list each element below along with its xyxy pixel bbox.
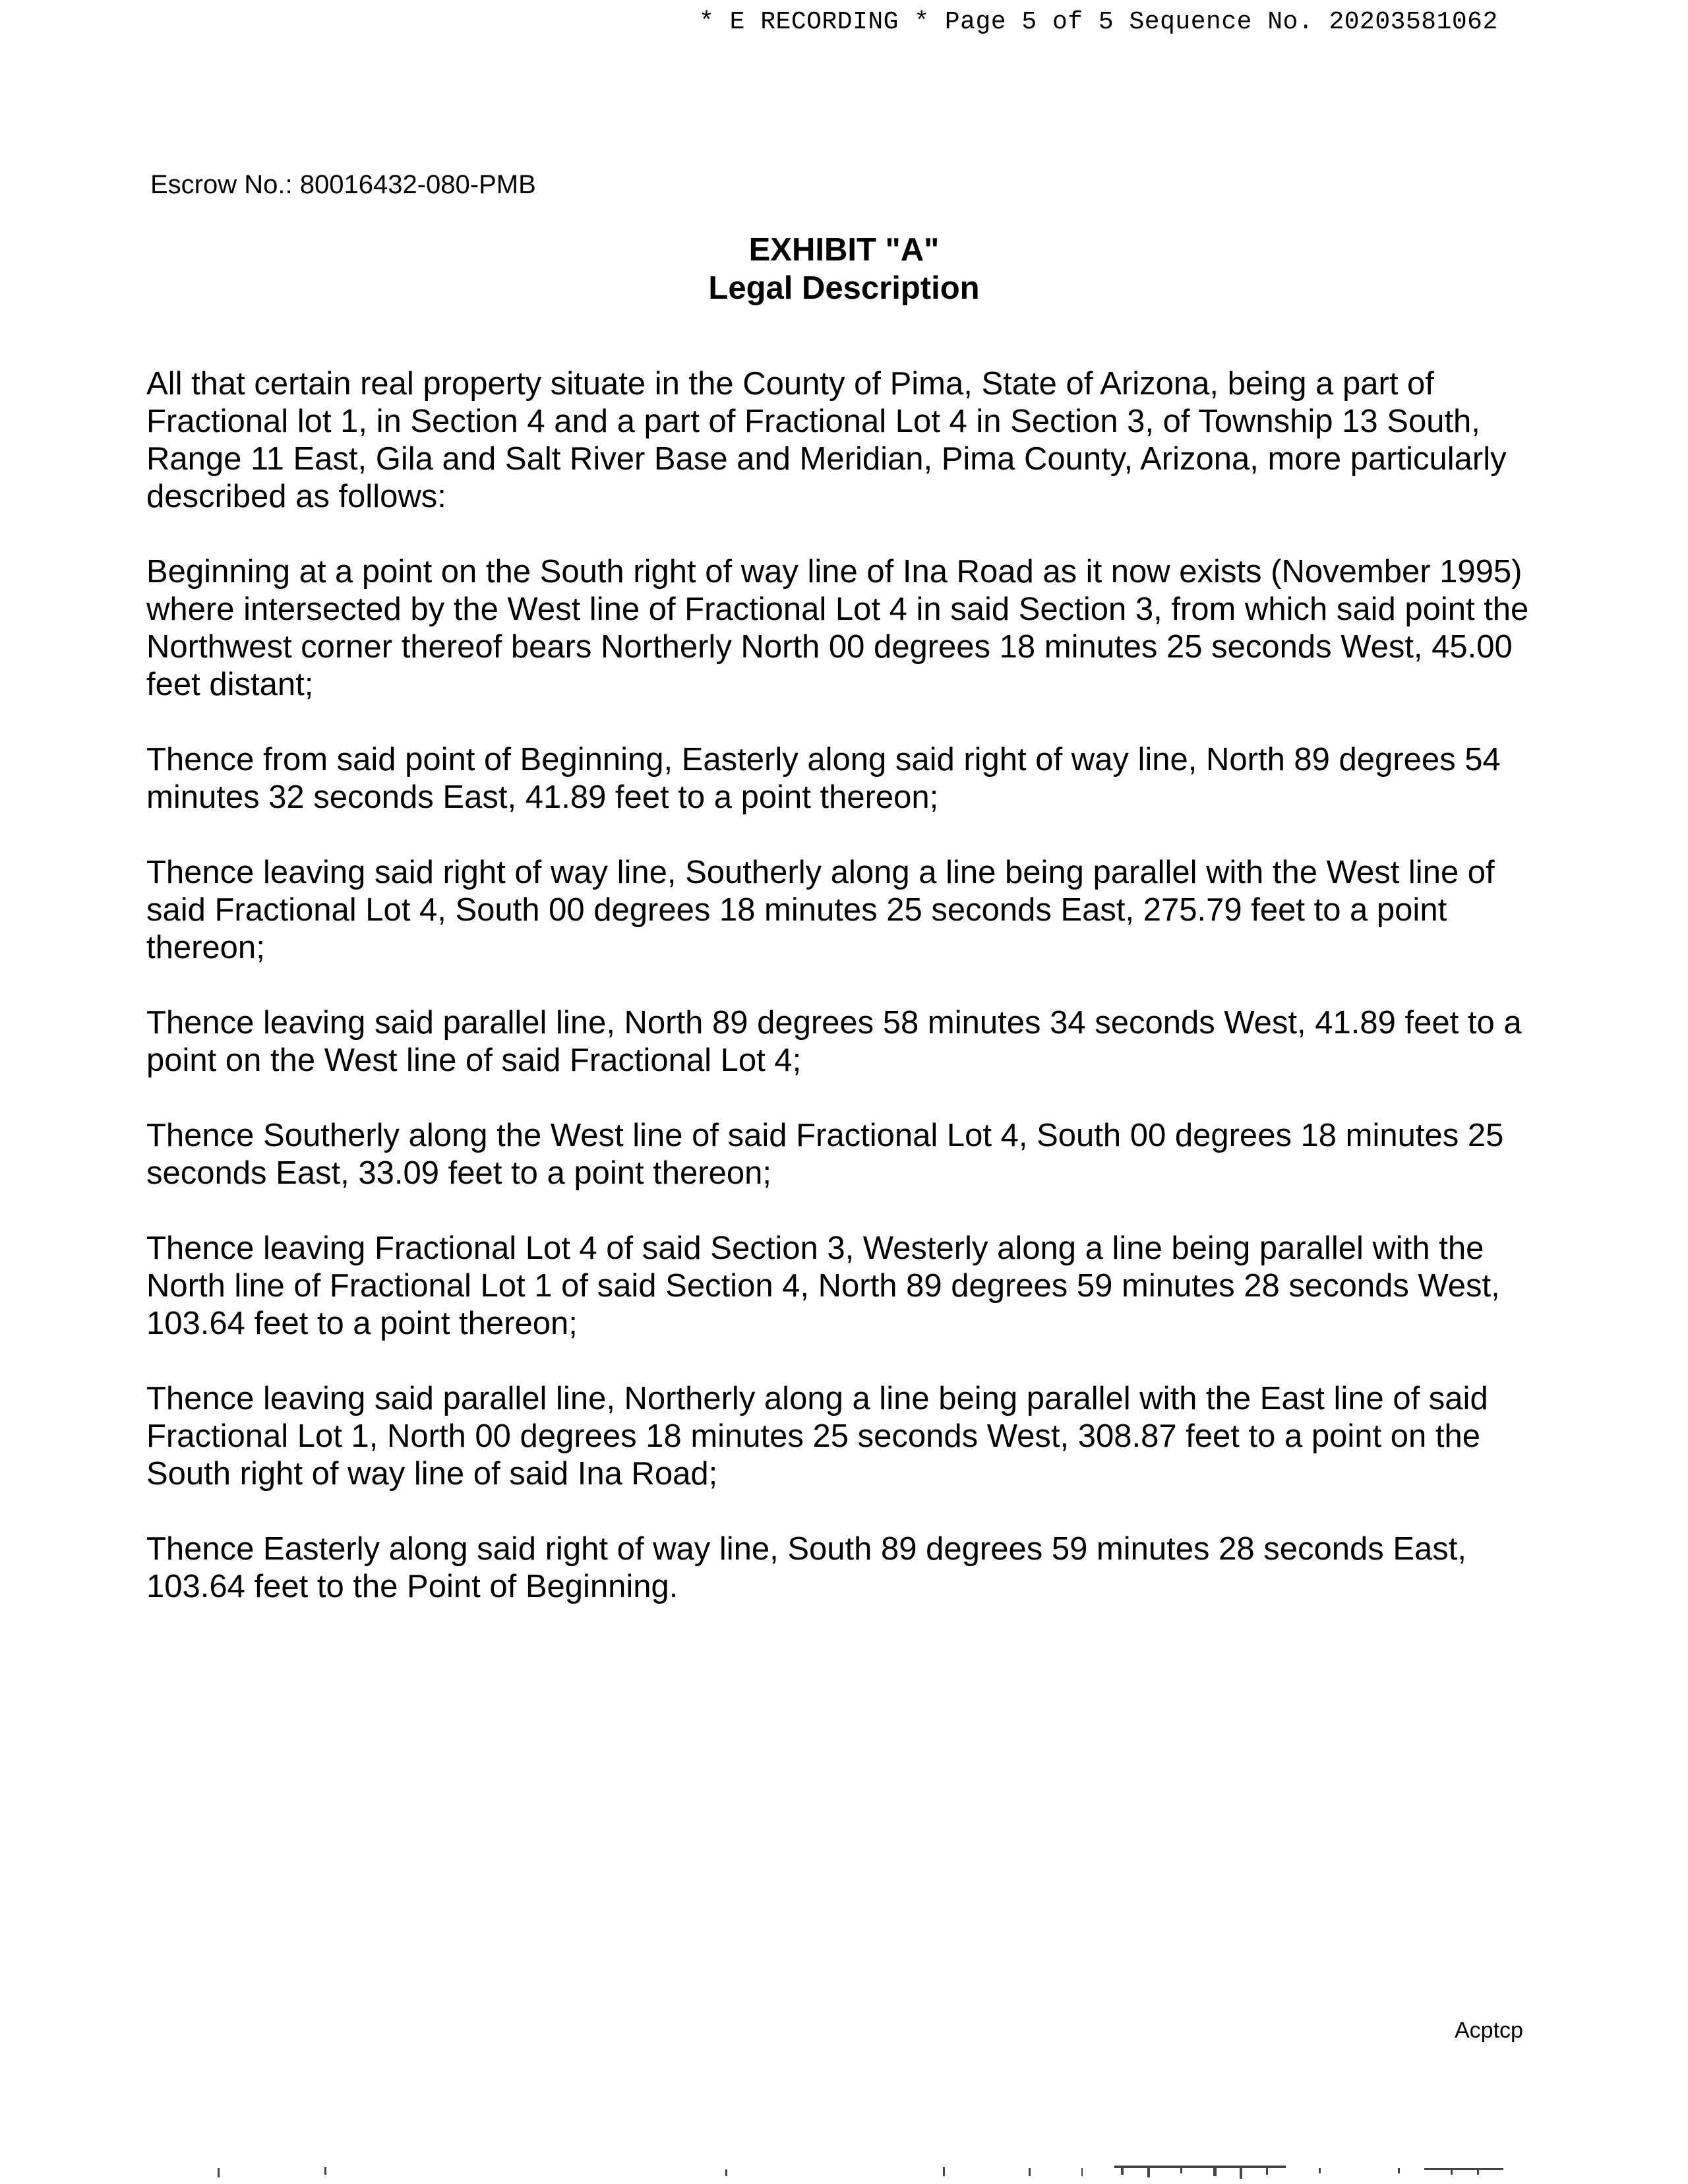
- recording-header: * E RECORDING * Page 5 of 5 Sequence No. 20203581062: [699, 8, 1498, 36]
- paragraph-beginning: Beginning at a point on the South right of way line of Ina Road as it now exists (November 1995) where intersected by the West line of Fractional Lot 4 in said Section 3, from which said point the Northwest corner thereof bears Northerly North 00 degrees 18 minutes 25 seconds West, 45.00 feet distant;: [146, 554, 1529, 702]
- paragraph-course-6: Thence leaving said parallel line, Northerly along a line being parallel with the East line of said Fractional Lot 1, North 00 degrees 18 minutes 25 seconds West, 308.87 feet to a point on the South right of way line of said Ina Road;: [146, 1381, 1488, 1492]
- initials-mark: Acptcp: [1455, 2018, 1523, 2043]
- paragraph-course-3: Thence leaving said parallel line, North 89 degrees 58 minutes 34 seconds West, 41.89 feet to a point on the West line of said Fractional Lot 4;: [146, 1005, 1522, 1078]
- exhibit-subtitle: Legal Description: [708, 270, 980, 306]
- exhibit-title: EXHIBIT "A": [748, 232, 940, 268]
- paragraph-closing: Thence Easterly along said right of way line, South 89 degrees 59 minutes 28 seconds East, 103.64 feet to the Point of Beginning.: [146, 1531, 1467, 1604]
- escrow-number: Escrow No.: 80016432-080-PMB: [150, 170, 536, 199]
- paragraph-course-1: Thence from said point of Beginning, Easterly along said right of way line, North 89 degrees 54 minutes 32 seconds East, 41.89 feet to a point thereon;: [146, 742, 1501, 815]
- paragraph-course-2: Thence leaving said right of way line, Southerly along a line being parallel with the West line of said Fractional Lot 4, South 00 degrees 18 minutes 25 seconds East, 275.79 feet to a point thereon;: [146, 855, 1495, 965]
- legal-description-body: [146, 365, 1544, 1643]
- scan-artifact-marks: [0, 2150, 1688, 2184]
- exhibit-heading: [0, 231, 1688, 307]
- paragraph-intro: All that certain real property situate in the County of Pima, State of Arizona, being a part of Fractional lot 1, in Section 4 and a part of Fractional Lot 4 in Section 3, of Township 13 South, Range 11 East, Gila and Salt River Base and Meridian, Pima County, Arizona, more particularly described as follows:: [146, 366, 1507, 514]
- paragraph-course-5: Thence leaving Fractional Lot 4 of said Section 3, Westerly along a line being parallel with the North line of Fractional Lot 1 of said Section 4, North 89 degrees 59 minutes 28 seconds West, 103.64 feet to a point thereon;: [146, 1230, 1500, 1341]
- paragraph-course-4: Thence Southerly along the West line of said Fractional Lot 4, South 00 degrees 18 minutes 25 seconds East, 33.09 feet to a point thereon;: [146, 1118, 1504, 1191]
